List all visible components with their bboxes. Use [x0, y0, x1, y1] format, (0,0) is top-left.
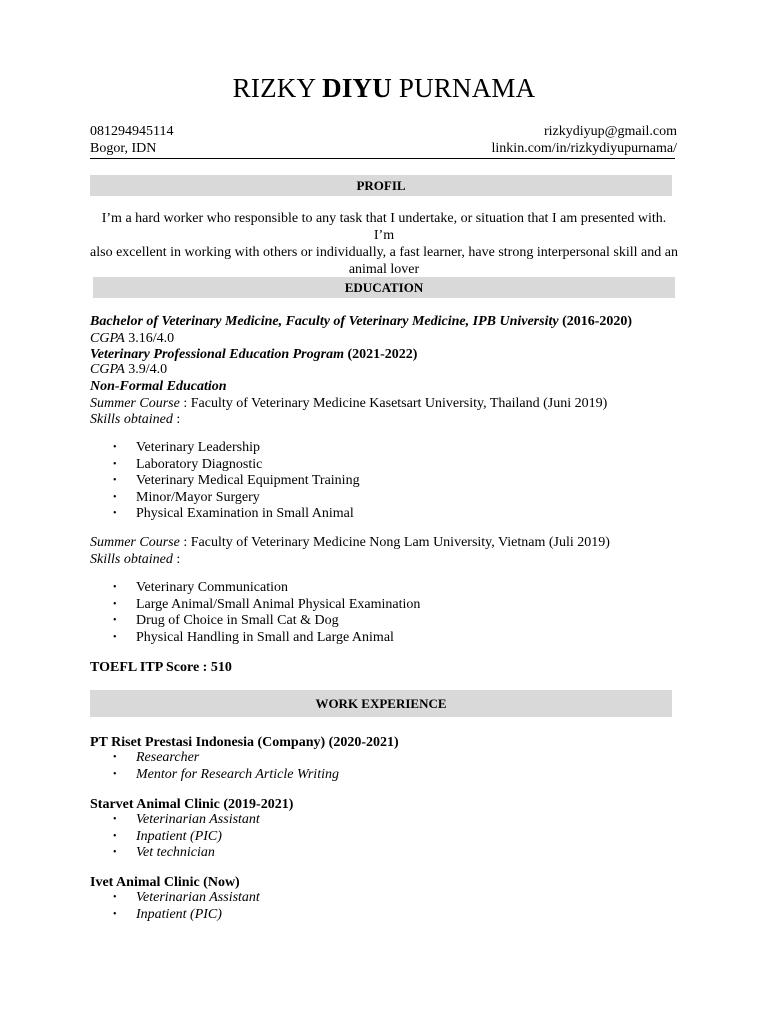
job-3-title: Ivet Animal Clinic (Now) [90, 875, 240, 890]
cgpa-value: 3.16/4.0 [128, 331, 175, 346]
list-item: • Inpatient (PIC) [113, 828, 222, 844]
degree-2-years: (2021-2022) [347, 347, 418, 362]
skills-obtained-2 [90, 551, 180, 568]
cgpa-value: 3.9/4.0 [128, 362, 168, 377]
location: Bogor, IDN [90, 141, 157, 156]
bullet-icon: • [113, 830, 117, 842]
skills-colon: : [172, 552, 181, 567]
job-2-title: Starvet Animal Clinic (2019-2021) [90, 797, 294, 812]
list-item: • Researcher [113, 750, 200, 765]
bullet-icon: • [113, 475, 117, 486]
degree-2-cgpa [90, 361, 167, 378]
profile-line: I’m a hard worker who responsible to any task that I undertake, or situation that I am presented with. I’m [101, 211, 667, 243]
degree-1-cgpa [90, 330, 174, 347]
list-item: • Large Animal/Small Animal Physical Examination [113, 596, 421, 612]
job-3-roles [113, 890, 260, 923]
bullet-icon: • [113, 908, 117, 920]
profile-paragraph [90, 210, 678, 278]
nonformal-education-title: Non-Formal Education [90, 379, 227, 394]
bullet-icon: • [113, 814, 117, 825]
list-item: • Vet technician [113, 845, 215, 860]
email-address: rizkydiyup@gmail.com [543, 124, 677, 139]
name-first: RIZKY [232, 73, 316, 103]
profile-line: animal lover [348, 262, 420, 277]
degree-1-title: Bachelor of Veterinary Medicine, Faculty of Veterinary Medicine, IPB University [90, 314, 559, 329]
list-item: • Veterinarian Assistant [113, 812, 260, 827]
summer-course-text: : Faculty of Veterinary Medicine Nong Lam University, Vietnam (Juli 2019) [179, 535, 610, 550]
section-heading-education: EDUCATION [93, 277, 675, 298]
profile-line: also excellent in working with others or individually, a fast learner, have strong interpersonal skill and an [90, 245, 678, 260]
degree-1-years: (2016-2020) [562, 314, 633, 329]
phone-number: 081294945114 [90, 124, 174, 139]
list-item: • Veterinary Communication [113, 580, 289, 595]
degree-2-title: Veterinary Professional Education Program [90, 347, 344, 362]
list-item: • Inpatient (PIC) [113, 906, 222, 922]
section-heading-profile: PROFIL [90, 175, 672, 196]
list-item: • Drug of Choice in Small Cat & Dog [113, 613, 339, 628]
contact-left [90, 123, 173, 157]
toefl-score: TOEFL ITP Score : 510 [90, 660, 232, 675]
bullet-icon: • [113, 458, 117, 470]
linkedin-url: linkin.com/in/rizkydiyupurnama/ [491, 141, 677, 156]
bullet-icon: • [113, 615, 117, 626]
bullet-icon: • [113, 508, 117, 519]
summer-course-text: : Faculty of Veterinary Medicine Kasetsart University, Thailand (Juni 2019) [179, 396, 608, 411]
skills-obtained-label: Skills obtained [90, 552, 173, 567]
section-heading-work-experience: WORK EXPERIENCE [90, 690, 672, 717]
skills-list-1 [113, 440, 360, 523]
list-item: • Veterinarian Assistant [113, 890, 260, 905]
summer-course-label: Summer Course [90, 396, 180, 411]
summer-course-label: Summer Course [90, 535, 180, 550]
summer-course-1 [90, 395, 607, 412]
list-item: • Physical Examination in Small Animal [113, 506, 354, 521]
bullet-icon: • [113, 631, 117, 643]
skills-obtained-label: Skills obtained [90, 412, 173, 427]
skills-obtained-1 [90, 411, 180, 428]
bullet-icon: • [113, 442, 117, 453]
list-item: • Minor/Mayor Surgery [113, 489, 260, 505]
job-1-title: PT Riset Prestasi Indonesia (Company) (2020-2021) [90, 735, 399, 750]
degree-1 [90, 313, 632, 330]
cgpa-label: CGPA [90, 362, 125, 377]
bullet-icon: • [113, 768, 117, 780]
bullet-icon: • [113, 598, 117, 610]
bullet-icon: • [113, 582, 117, 593]
header-divider [90, 158, 675, 159]
summer-course-2 [90, 534, 610, 551]
name-middle: DIYU [322, 73, 392, 103]
bullet-icon: • [113, 491, 117, 503]
cgpa-label: CGPA [90, 331, 125, 346]
list-item: • Veterinary Medical Equipment Training [113, 473, 360, 488]
candidate-name [0, 73, 768, 104]
list-item: • Veterinary Leadership [113, 440, 260, 455]
list-item: • Physical Handling in Small and Large Animal [113, 629, 394, 645]
job-1-roles [113, 750, 339, 783]
name-last: PURNAMA [398, 73, 536, 103]
job-2-roles [113, 812, 260, 862]
bullet-icon: • [113, 892, 117, 903]
skills-list-2 [113, 580, 420, 646]
bullet-icon: • [113, 847, 117, 858]
bullet-icon: • [113, 752, 117, 763]
skills-colon: : [172, 412, 181, 427]
contact-right [492, 123, 677, 157]
list-item: • Mentor for Research Article Writing [113, 766, 339, 782]
list-item: • Laboratory Diagnostic [113, 456, 263, 472]
